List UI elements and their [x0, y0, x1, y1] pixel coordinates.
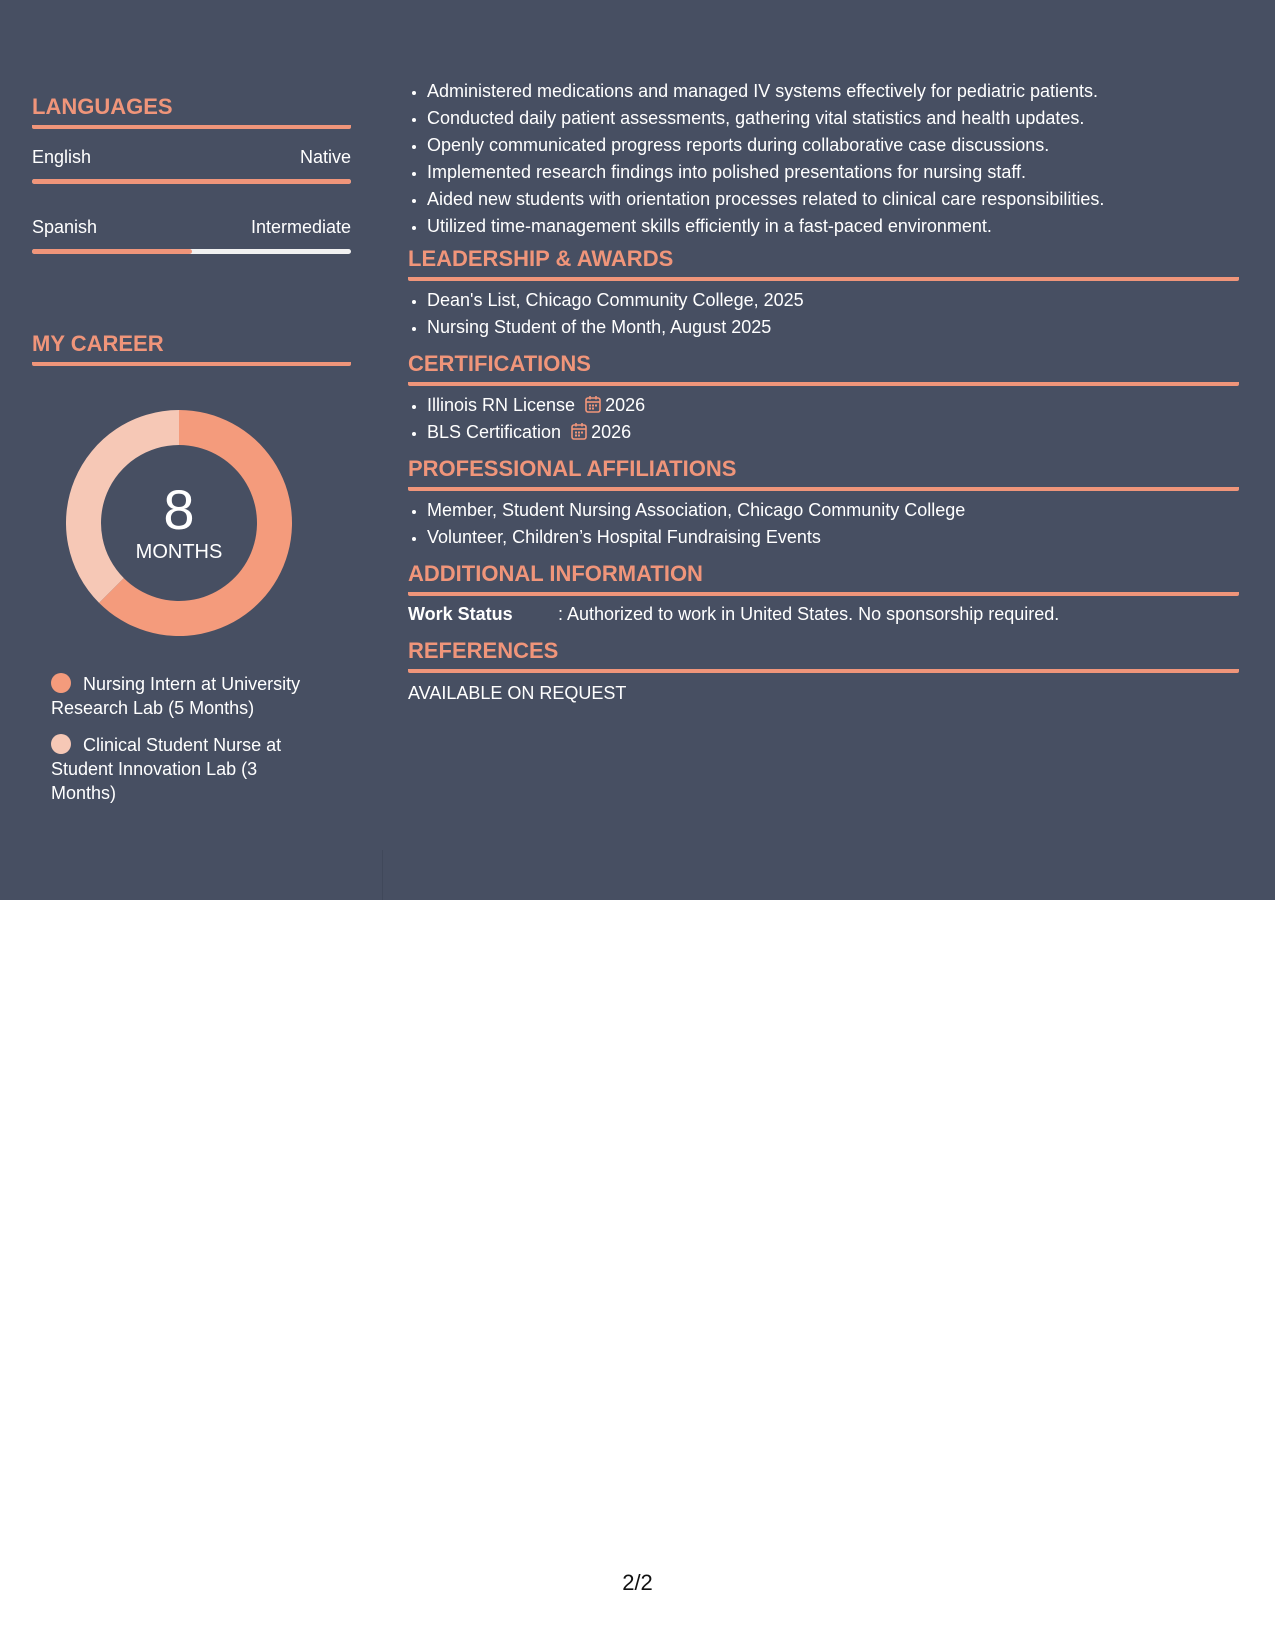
language-proficiency-fill: [32, 179, 351, 184]
experience-bullet: • Implemented research findings into polished presentations for nursing staff.: [427, 159, 1239, 186]
work-status-value: : Authorized to work in United States. No sponsorship required.: [558, 604, 1060, 624]
experience-bullet: • Conducted daily patient assessments, gathering vital statistics and health updates.: [427, 105, 1239, 132]
experience-bullet: • Administered medications and managed IV systems effectively for pediatric patients.: [427, 78, 1239, 105]
legend-label: Clinical Student Nurse at Student Innovation Lab (3 Months): [51, 735, 282, 803]
language-spanish: [32, 216, 351, 254]
donut-center: [66, 410, 292, 636]
award-item: • Nursing Student of the Month, August 2025: [427, 314, 1239, 341]
language-english: [32, 146, 351, 184]
legend-item: [51, 733, 321, 805]
affiliation-item: • Member, Student Nursing Association, Chicago Community College: [427, 497, 1239, 524]
career-section: [32, 331, 351, 805]
career-total-number: 8: [163, 478, 195, 541]
calendar-icon: [571, 422, 587, 440]
experience-bullet: • Aided new students with orientation processes related to clinical care responsibilities.: [427, 186, 1239, 213]
affiliation-item: • Volunteer, Children’s Hospital Fundraising Events: [427, 524, 1239, 551]
certification-item: [427, 392, 1239, 419]
certification-year: 2026: [605, 395, 646, 415]
career-total-unit: MONTHS: [135, 541, 223, 563]
language-proficiency-bar: [32, 249, 351, 254]
experience-bullet: • Utilized time-management skills efficiently in a fast-paced environment.: [427, 213, 1239, 240]
language-name: Spanish: [32, 217, 98, 237]
references-section: [408, 638, 1239, 707]
award-item: • Dean's List, Chicago Community College, 2025: [427, 287, 1239, 314]
language-proficiency-fill: [32, 249, 192, 254]
page-number: 2/2: [622, 1570, 653, 1595]
legend-dot-icon: [51, 673, 71, 693]
career-donut-chart: [66, 410, 292, 636]
experience-bullet-list: [408, 78, 1239, 240]
language-name: English: [32, 147, 92, 167]
work-status-row: [408, 601, 1239, 628]
language-proficiency-bar: [32, 179, 351, 184]
career-legend: [51, 672, 321, 805]
legend-label: Nursing Intern at University Research Lab (5 Months): [51, 674, 301, 718]
references-title: REFERENCES: [408, 638, 1239, 673]
additional-info-title: ADDITIONAL INFORMATION: [408, 561, 1239, 596]
right-column: [408, 78, 1239, 707]
calendar-icon: [585, 395, 601, 413]
affiliations-section: [408, 456, 1239, 551]
language-level: Native: [299, 147, 351, 167]
legend-item: [51, 672, 321, 720]
certification-name: BLS Certification: [427, 422, 562, 442]
career-title: MY CAREER: [32, 331, 351, 366]
work-status-label: Work Status: [408, 604, 513, 624]
legend-dot-icon: [51, 734, 71, 754]
left-column: [32, 94, 351, 818]
leadership-section: [408, 246, 1239, 341]
certification-name: Illinois RN License: [427, 395, 576, 415]
leadership-title: LEADERSHIP & AWARDS: [408, 246, 1239, 281]
languages-title: LANGUAGES: [32, 94, 351, 129]
language-level: Intermediate: [250, 217, 351, 237]
additional-info-section: [408, 561, 1239, 628]
certification-year: 2026: [591, 422, 632, 442]
certifications-title: CERTIFICATIONS: [408, 351, 1239, 386]
affiliations-title: PROFESSIONAL AFFILIATIONS: [408, 456, 1239, 491]
references-text: AVAILABLE ON REQUEST: [408, 683, 627, 703]
column-divider: [382, 850, 383, 900]
certification-item: [427, 419, 1239, 446]
experience-bullet: • Openly communicated progress reports during collaborative case discussions.: [427, 132, 1239, 159]
certifications-section: [408, 351, 1239, 446]
